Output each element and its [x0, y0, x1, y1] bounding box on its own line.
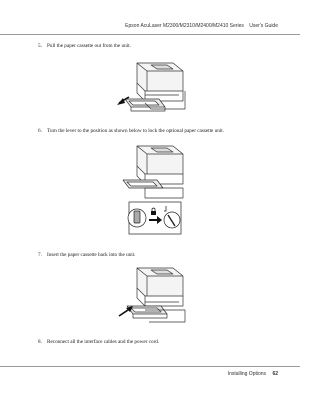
- printer-cassette-pull-illustration: [115, 57, 195, 119]
- step-number: 6.: [38, 128, 42, 134]
- step-number: 7.: [38, 252, 42, 258]
- step-number: 5.: [38, 43, 42, 49]
- step-8: [38, 339, 159, 345]
- header-guide: User's Guide: [249, 23, 278, 29]
- step-text: Pull the paper cassette out from the unit.: [47, 43, 131, 49]
- step-5: [38, 43, 131, 49]
- page-number: 62: [272, 371, 278, 377]
- page-header: [125, 23, 278, 29]
- step-6: [38, 128, 224, 134]
- step-text: Reconnect all the interface cables and the power cord.: [47, 339, 160, 345]
- footer-rule: [0, 366, 300, 367]
- step-text: Insert the paper cassette back into the unit.: [47, 252, 136, 258]
- cassette-lever-lock-illustration: [115, 140, 195, 238]
- page-footer: [228, 371, 278, 377]
- header-rule: [0, 34, 300, 35]
- lock-detail-inset: [128, 202, 181, 234]
- step-number: 8.: [38, 339, 42, 345]
- footer-section: Installing Options: [227, 371, 267, 377]
- step-7: [38, 252, 135, 258]
- header-product: Epson AcuLaser M2300/M2310/M2400/M2410 Series: [125, 23, 244, 29]
- step-text: Turn the lever to the position as shown below to lock the optional paper cassette unit.: [47, 128, 225, 134]
- cassette-insert-illustration: [115, 262, 195, 330]
